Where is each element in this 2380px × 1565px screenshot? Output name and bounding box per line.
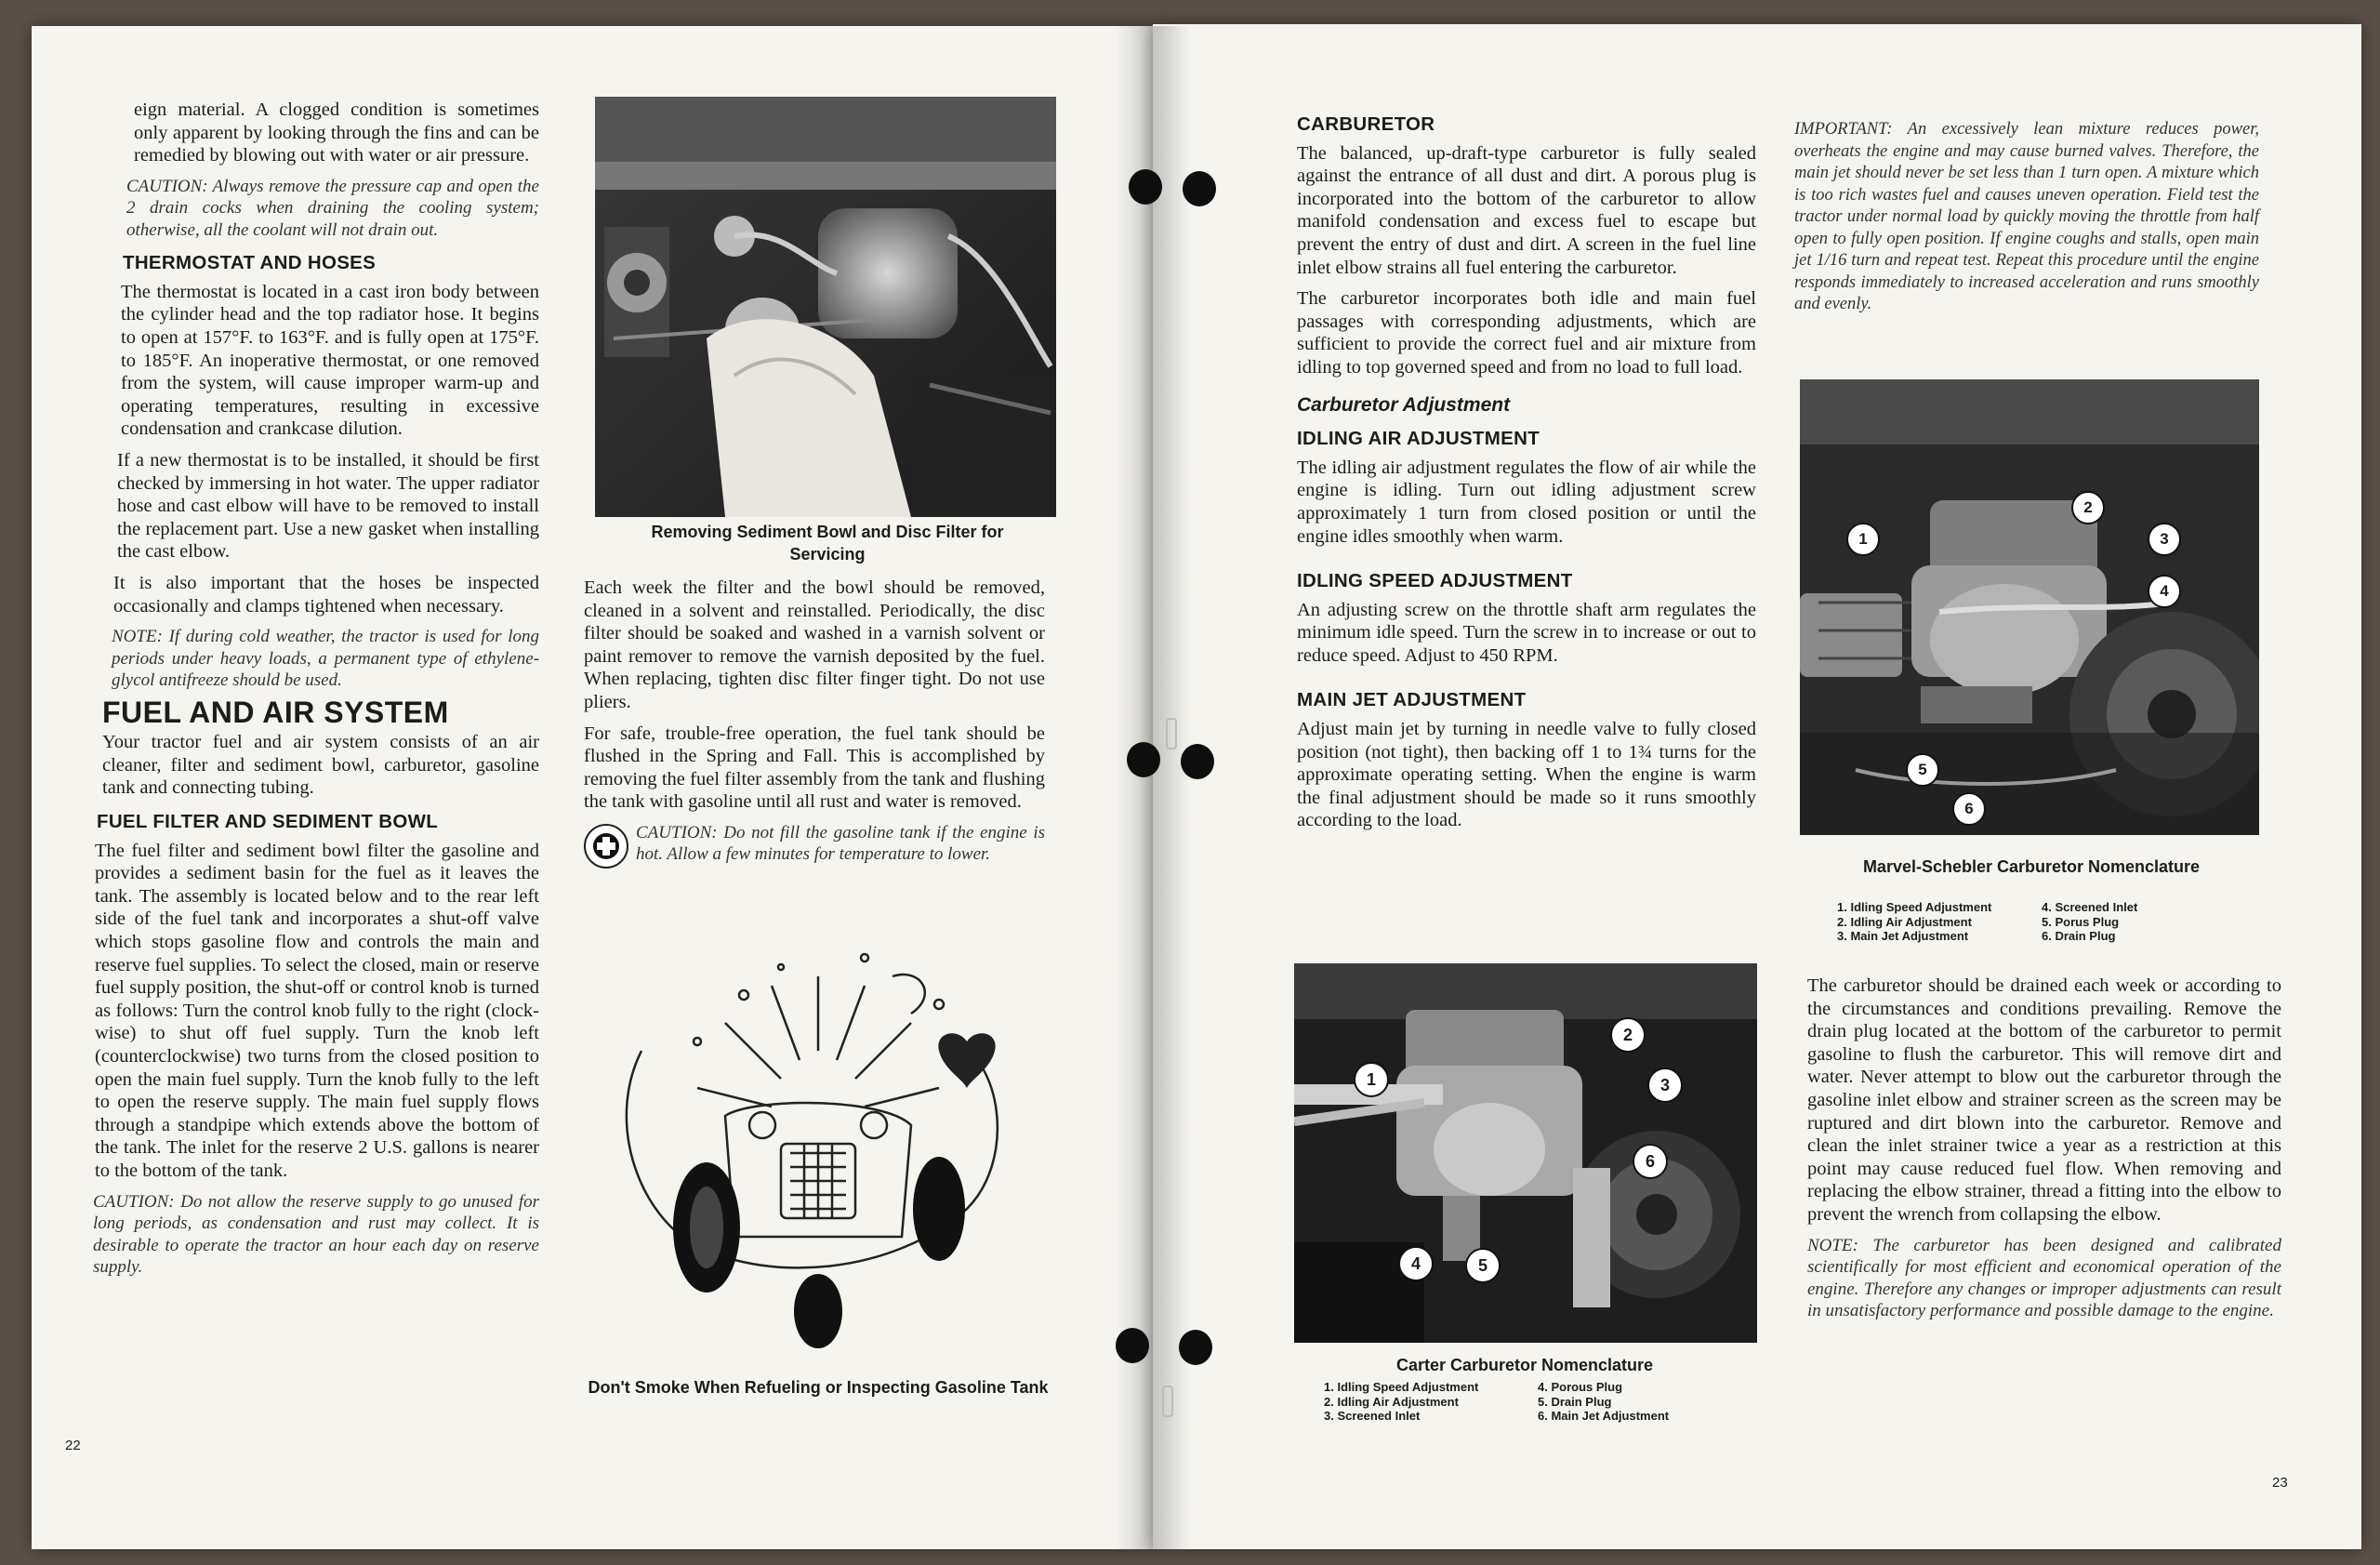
caution-note: CAUTION: Always remove the pressure cap and open the 2 drain cocks when draining the cooling system; otherwise, all the coolant will not drain out. <box>126 176 539 240</box>
section-heading: IDLING SPEED ADJUSTMENT <box>1297 570 1573 592</box>
binder-hole <box>1179 1330 1212 1365</box>
section-heading: MAIN JET ADJUSTMENT <box>1297 689 1527 711</box>
marvel-legend <box>1837 900 2228 944</box>
callout-number: 5 <box>1477 1255 1488 1275</box>
safety-caution <box>584 822 1045 869</box>
staple <box>1162 1386 1173 1417</box>
callout-number: 3 <box>2160 530 2169 548</box>
legend-item: 3. Main Jet Adjustment <box>1837 929 1969 943</box>
paragraph: eign material. A clogged condition is sometimes only apparent by looking through the fins and can be remedied by blowing out with water or air pressure. <box>134 99 539 166</box>
legend-item: 6. Drain Plug <box>2042 929 2116 943</box>
callout-number: 2 <box>1622 1025 1633 1044</box>
important-note: IMPORTANT: An excessively lean mixture reduces power, overheats the engine and may cause burned valves. Therefore, the main jet should never be set less than 1 turn open. A mixture which is too rich wastes fuel and causes uneven operation. Field test the tractor under normal load by quickly moving the throttle from half open to fully open position. If engine coughs and stalls, open main jet 1/16 turn and repeat test. Repeat this procedure until the engine responds immediately to increased acceleration and runs smoothly and evenly. <box>1794 120 2259 313</box>
callout-number: 6 <box>1645 1151 1655 1171</box>
paragraph: The fuel filter and sediment bowl filter the gasoline and provides a sediment basin for the fuel as it leaves the tank. The assembly is located below and to the rear left side of the fuel tank and incorporates a shut-off valve which stops gasoline flow and controls the main and reserve fuel supplies. To select the closed, main or reserve fuel supply position, the shut-off or control knob is turned as follows: Turn the control knob fully to the right (clock-wise) to shut off fuel supply. Turn the knob left (counterclockwise) two turns from the closed position to open the main fuel supply. Turn the knob fully to the left to open the reserve supply. The main fuel supply flows through a standpipe which extends above the bottom of the tank. The inlet for the reserve 2 U.S. gallons is nearer to the bottom of the tank. <box>95 840 539 1181</box>
chapter-heading: FUEL AND AIR SYSTEM <box>102 695 449 729</box>
callout-number: 1 <box>1858 530 1868 548</box>
callout-marker <box>1633 1144 1668 1179</box>
paragraph: The carburetor should be drained each week or according to the circumstances and conditions prevailing. Remove the drain plug located at the bottom of the carburetor to permit gasoline to flush the carburetor. This will remove dirt and water. Never attempt to blow out the carburetor through the gasoline inlet elbow and strainer screen as the screen may be ruptured and dirt blown into the carburetor. Remove and clean the inlet strainer twice a year as a restriction at this point may cause reduced fuel flow. When removing and replacing the elbow strainer, thread a fitting into the elbow to prevent the wrench from collapsing the elbow. <box>1807 975 2281 1225</box>
section-heading: THERMOSTAT AND HOSES <box>123 252 377 274</box>
callout-marker <box>1398 1246 1434 1281</box>
binder-hole <box>1116 1328 1149 1363</box>
callout-number: 3 <box>1659 1075 1670 1094</box>
right-column-2 <box>1794 119 2259 325</box>
callout-number: 1 <box>1366 1069 1376 1089</box>
carter-legend <box>1324 1380 1733 1424</box>
paragraph: The carburetor incorporates both idle and main fuel passages with corresponding adjustments, which are sufficient to provide the correct fuel and air mixture from idling to top governed speed and from no load to full load. <box>1297 288 1756 378</box>
carter-carburetor-photo <box>1294 963 1757 1343</box>
left-column-1 <box>93 99 539 1287</box>
callout-marker <box>1647 1068 1683 1103</box>
no-smoking-cartoon <box>586 939 1051 1367</box>
note: NOTE: The carburetor has been designed and calibrated scientifically for most efficient and economical operation of the engine. Therefore any changes or improper adjustments can result in unsatisfactory performance and possible damage to the engine. <box>1807 1235 2281 1321</box>
legend-item: 4. Screened Inlet <box>2042 900 2138 914</box>
caution-note: CAUTION: Do not allow the reserve supply to go unused for long periods, as condensation and rust may collect. It is desirable to operate the tractor an hour each day on reserve supply. <box>93 1191 539 1278</box>
paragraph: Adjust main jet by turning in needle valve to fully closed position (not tight), then backing off 1 to 1¾ turns for the approximate operating setting. When the engine is warm the final adjustment should be made so it runs smoothly according to the load. <box>1297 719 1756 831</box>
callout-marker <box>1846 523 1880 556</box>
photo-caption: Removing Sediment Bowl and Disc Filter for Servicing <box>651 523 1004 564</box>
legend-item: 5. Porus Plug <box>2042 914 2120 929</box>
callout-marker <box>1354 1062 1389 1097</box>
callout-number: 6 <box>1964 800 1974 817</box>
callout-marker <box>1465 1248 1501 1283</box>
paragraph: It is also important that the hoses be inspected occasionally and clamps tightened when necessary. <box>113 573 539 617</box>
callout-number: 5 <box>1918 761 1927 778</box>
right-column-2-lower <box>1807 975 2281 1331</box>
binder-hole <box>1181 744 1214 779</box>
section-heading: CARBURETOR <box>1297 113 1435 135</box>
callout-marker <box>1906 753 1939 787</box>
callout-marker <box>1952 792 1986 826</box>
staple <box>1166 718 1177 749</box>
safety-cross-icon <box>584 824 628 869</box>
left-column-2 <box>584 577 1045 869</box>
paragraph: The idling air adjustment regulates the flow of air while the engine is idling. Turn out idling adjustment screw approximately 1 turn from closed position or until the engine idles smoothly when warm. <box>1297 457 1756 547</box>
paragraph: For safe, trouble-free operation, the fuel tank should be flushed in the Spring and Fall. This is accomplished by removing the fuel filter assembly from the tank and flushing the tank with gasoline until all rust and water is removed. <box>584 723 1045 813</box>
legend-item: 1. Idling Speed Adjustment <box>1324 1380 1479 1394</box>
binder-hole <box>1129 169 1162 205</box>
callout-marker <box>2148 575 2181 608</box>
callout-number: 2 <box>2083 498 2093 516</box>
cartoon-caption: Don't Smoke When Refueling or Inspecting Gasoline Tank <box>588 1378 1049 1397</box>
section-heading: FUEL FILTER AND SEDIMENT BOWL <box>97 811 439 833</box>
book-gutter <box>1116 26 1190 1549</box>
marvel-schebler-carburetor-photo <box>1800 379 2259 835</box>
paragraph: Your tractor fuel and air system consists of an air cleaner, filter and sediment bowl, carburetor, gasoline tank and connecting tubing. <box>102 732 539 799</box>
section-heading: IDLING AIR ADJUSTMENT <box>1297 428 1540 450</box>
legend-item: 3. Screened Inlet <box>1324 1409 1421 1423</box>
right-column-1 <box>1297 113 1756 841</box>
paragraph: Each week the filter and the bowl should be removed, cleaned in a solvent and reinstalled. Periodically, the disc filter should be soaked and washed in a varnish solvent or paint remover to remove the varnish deposited by the fuel. When replacing, tighten disc filter finger tight. Do not use pliers. <box>584 577 1045 712</box>
legend-item: 2. Idling Air Adjustment <box>1324 1394 1459 1409</box>
callout-marker <box>1610 1017 1646 1053</box>
legend-item: 4. Porous Plug <box>1538 1380 1623 1394</box>
paragraph: An adjusting screw on the throttle shaft arm regulates the minimum idle speed. Turn the screw in to increase or out to reduce speed. Adjust to 450 RPM. <box>1297 599 1756 666</box>
binder-hole <box>1183 171 1216 206</box>
carter-caption: Carter Carburetor Nomenclature <box>1395 1356 1654 1374</box>
paragraph: If a new thermostat is to be installed, it should be first checked by immersing in hot water. The upper radiator hose and cast elbow will have to be removed to install the replacement part. Use a new gasket when installing the cast elbow. <box>117 450 539 563</box>
note: NOTE: If during cold weather, the tractor is used for long periods under heavy loads, a permanent type of ethylene-glycol antifreeze should be used. <box>112 627 539 691</box>
page-number: 22 <box>65 1438 81 1453</box>
callout-number: 4 <box>1410 1253 1421 1273</box>
subsection-heading: Carburetor Adjustment <box>1297 393 1511 416</box>
callout-marker <box>2148 523 2181 556</box>
callout-number: 4 <box>2160 582 2169 600</box>
caution-note: CAUTION: Do not fill the gasoline tank if the engine is hot. Allow a few minutes for temperature to lower. <box>636 822 1045 865</box>
sediment-bowl-photo <box>595 97 1056 517</box>
paragraph: The balanced, up-draft-type carburetor is fully sealed against the entrance of all dust and dirt. A porous plug is incorporated into the bottom of the carburetor to allow manifold condensation and excess fuel to escape but prevent the entry of dust and dirt. A screen in the fuel line inlet elbow strains all fuel entering the carburetor. <box>1297 142 1756 278</box>
marvel-caption: Marvel-Schebler Carburetor Nomenclature <box>1862 857 2201 876</box>
callout-marker <box>2071 491 2105 524</box>
legend-item: 5. Drain Plug <box>1538 1394 1612 1409</box>
paragraph: The thermostat is located in a cast iron body between the cylinder head and the top radiator hose. It begins to open at 157°F. to 163°F. and is fully open at 175°F. to 185°F. An inoperative thermostat, or one removed from the system, will cause improper warm-up and operating temperatures, resulting in excessive condensation and crankcase dilution. <box>121 281 539 440</box>
legend-item: 6. Main Jet Adjustment <box>1538 1409 1670 1423</box>
legend-item: 1. Idling Speed Adjustment <box>1837 900 1992 914</box>
legend-item: 2. Idling Air Adjustment <box>1837 914 1972 929</box>
page-number: 23 <box>2272 1475 2288 1491</box>
binder-hole <box>1127 742 1160 777</box>
